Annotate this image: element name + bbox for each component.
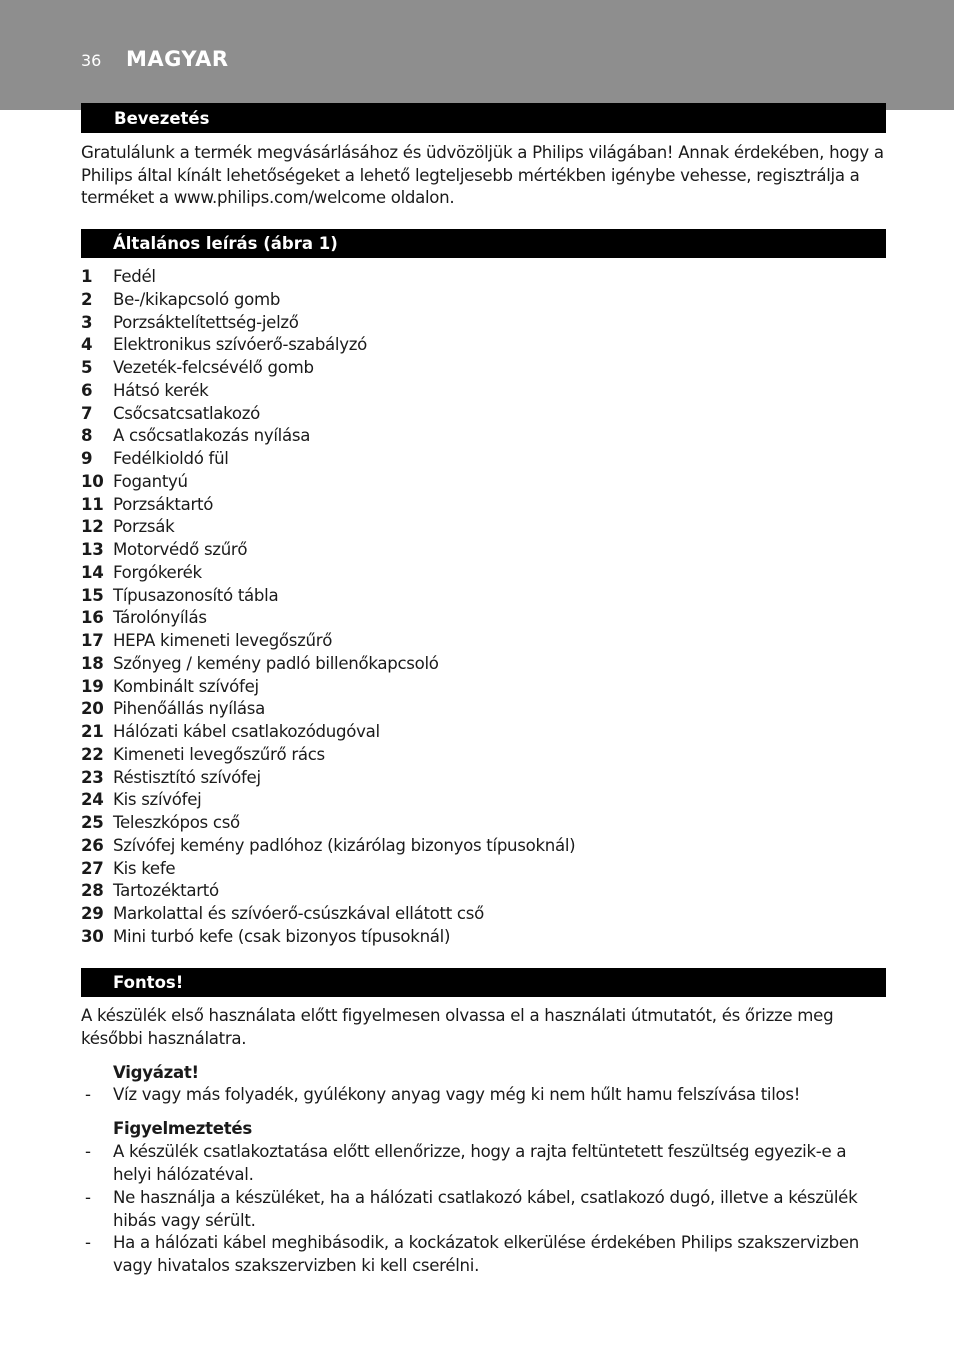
list-item	[81, 858, 887, 881]
list-item	[81, 653, 887, 676]
list-item	[81, 767, 887, 790]
language-title: MAGYAR	[126, 47, 229, 71]
list-item	[81, 448, 887, 471]
warning-heading: Vigyázat!	[113, 1063, 199, 1082]
list-item	[81, 721, 887, 744]
list-item	[81, 903, 887, 926]
list-item	[81, 403, 887, 426]
item-label: Elektronikus szívóerő-szabályzó	[113, 335, 368, 355]
item-label: Hátsó kerék	[113, 380, 209, 400]
item-label: Motorvédő szűrő	[113, 540, 248, 559]
item-label: Kis kefe	[113, 858, 176, 878]
list-item	[81, 835, 887, 858]
list-item	[81, 425, 887, 448]
item-label: Porzsák	[113, 517, 175, 537]
item-number: 4	[81, 335, 93, 355]
item-number: 18	[81, 653, 104, 673]
list-item	[81, 516, 887, 539]
item-number: 16	[81, 608, 104, 628]
item-number: 27	[81, 858, 104, 878]
item-number: 9	[81, 449, 93, 468]
item-number: 17	[81, 631, 104, 650]
item-number: 1	[81, 267, 93, 286]
item-number: 25	[81, 813, 104, 832]
item-label: Teleszkópos cső	[113, 813, 240, 832]
item-number: 24	[81, 790, 104, 810]
item-number: 11	[81, 494, 104, 514]
section-heading-important: Fontos!	[81, 968, 886, 997]
item-number: 7	[81, 403, 93, 423]
item-label: Tartozéktartó	[113, 881, 219, 901]
intro-paragraph: Gratulálunk a termék megvásárlásához és üdvözöljük a Philips világában! Annak érdekében, hogy a Philips által kínált lehetőségeket a lehető legteljesebb mértékben igénybe vehesse, regisztrálja a terméket a www.philips.com/welcome oldalon.	[81, 143, 884, 207]
item-label: Szőnyeg / kemény padló billenőkapcsoló	[113, 653, 439, 673]
item-label: Réstisztító szívófej	[113, 767, 261, 787]
item-label: Csőcsatcsatlakozó	[113, 403, 260, 423]
section-heading-intro: Bevezetés	[81, 103, 886, 133]
item-number: 28	[81, 881, 104, 901]
header-band	[0, 0, 954, 110]
item-label: Szívófej kemény padlóhoz (kizárólag bizonyos típusoknál)	[113, 835, 576, 855]
item-label: Pihenőállás nyílása	[113, 699, 265, 719]
list-item	[81, 357, 887, 380]
caution-item	[81, 1141, 887, 1186]
list-item	[81, 789, 887, 812]
item-label: Porzsáktelítettség-jelző	[113, 312, 299, 332]
item-number: 15	[81, 585, 104, 605]
list-item	[81, 812, 887, 835]
list-item	[81, 380, 887, 403]
bullet-dash: -	[85, 1233, 91, 1252]
item-number: 5	[81, 358, 93, 377]
item-label: Mini turbó kefe (csak bizonyos típusoknál)	[113, 926, 451, 946]
list-item	[81, 289, 887, 312]
caution-item-text: Ha a hálózati kábel meghibásodik, a kockázatok elkerülése érdekében Philips szakszervizben vagy hivatalos szakszervizben ki kell cserélni.	[113, 1233, 859, 1275]
item-label: Be-/kikapcsoló gomb	[113, 289, 281, 309]
item-label: A csőcsatlakozás nyílása	[113, 426, 311, 446]
item-label: Markolattal és szívóerő-csúszkával ellátott cső	[113, 904, 484, 923]
bullet-dash: -	[85, 1142, 91, 1161]
caution-item	[81, 1187, 887, 1232]
item-number: 3	[81, 312, 93, 332]
item-label: Hálózati kábel csatlakozódugóval	[113, 722, 380, 741]
list-item	[81, 744, 887, 767]
item-label: Típusazonosító tábla	[113, 585, 279, 605]
list-item	[81, 880, 887, 903]
item-number: 23	[81, 767, 104, 787]
item-label: HEPA kimeneti levegőszűrő	[113, 631, 333, 650]
bullet-dash: -	[85, 1188, 91, 1207]
item-label: Porzsáktartó	[113, 494, 214, 514]
item-label: Kombinált szívófej	[113, 676, 259, 696]
list-item	[81, 676, 887, 699]
item-number: 6	[81, 380, 93, 400]
item-number: 19	[81, 676, 104, 696]
item-label: Fedél	[113, 267, 156, 286]
item-label: Tárolónyílás	[113, 608, 207, 628]
list-item	[81, 266, 887, 289]
list-item	[81, 312, 887, 335]
item-number: 2	[81, 289, 93, 309]
item-number: 20	[81, 699, 104, 719]
caution-item	[81, 1232, 887, 1277]
parts-list	[81, 266, 887, 949]
item-label: Kimeneti levegőszűrő rács	[113, 744, 325, 764]
item-number: 14	[81, 562, 104, 582]
item-number: 13	[81, 540, 104, 559]
item-label: Kis szívófej	[113, 790, 202, 810]
item-number: 30	[81, 926, 104, 946]
item-number: 29	[81, 904, 104, 923]
item-number: 21	[81, 722, 104, 741]
item-number: 22	[81, 744, 104, 764]
list-item	[81, 562, 887, 585]
list-item	[81, 539, 887, 562]
bullet-dash: -	[85, 1085, 91, 1104]
item-label: Vezeték-felcsévélő gomb	[113, 358, 314, 377]
page-number: 36	[81, 51, 102, 70]
item-number: 26	[81, 835, 104, 855]
caution-item-text: Ne használja a készüléket, ha a hálózati csatlakozó kábel, csatlakozó dugó, illetve a készülék hibás vagy sérült.	[113, 1188, 858, 1230]
item-number: 12	[81, 517, 104, 537]
list-item	[81, 607, 887, 630]
item-label: Forgókerék	[113, 562, 202, 582]
list-item	[81, 334, 887, 357]
list-item	[81, 494, 887, 517]
list-item	[81, 698, 887, 721]
caution-heading: Figyelmeztetés	[113, 1119, 252, 1138]
item-number: 10	[81, 471, 104, 491]
caution-item-text: A készülék csatlakoztatása előtt ellenőrizze, hogy a rajta feltüntetett feszültség egyezik-e a helyi hálózatéval.	[113, 1142, 847, 1184]
list-item	[81, 585, 887, 608]
item-number: 8	[81, 426, 93, 446]
warning-item-text: Víz vagy más folyadék, gyúlékony anyag vagy még ki nem hűlt hamu felszívása tilos!	[113, 1085, 801, 1104]
list-item	[81, 926, 887, 949]
list-item	[81, 471, 887, 494]
item-label: Fedélkioldó fül	[113, 449, 229, 468]
item-label: Fogantyú	[113, 471, 188, 491]
list-item	[81, 630, 887, 653]
important-paragraph: A készülék első használata előtt figyelmesen olvassa el a használati útmutatót, és őrizze meg későbbi használatra.	[81, 1006, 834, 1048]
section-heading-general: Általános leírás (ábra 1)	[81, 229, 886, 258]
warning-item	[81, 1084, 887, 1107]
